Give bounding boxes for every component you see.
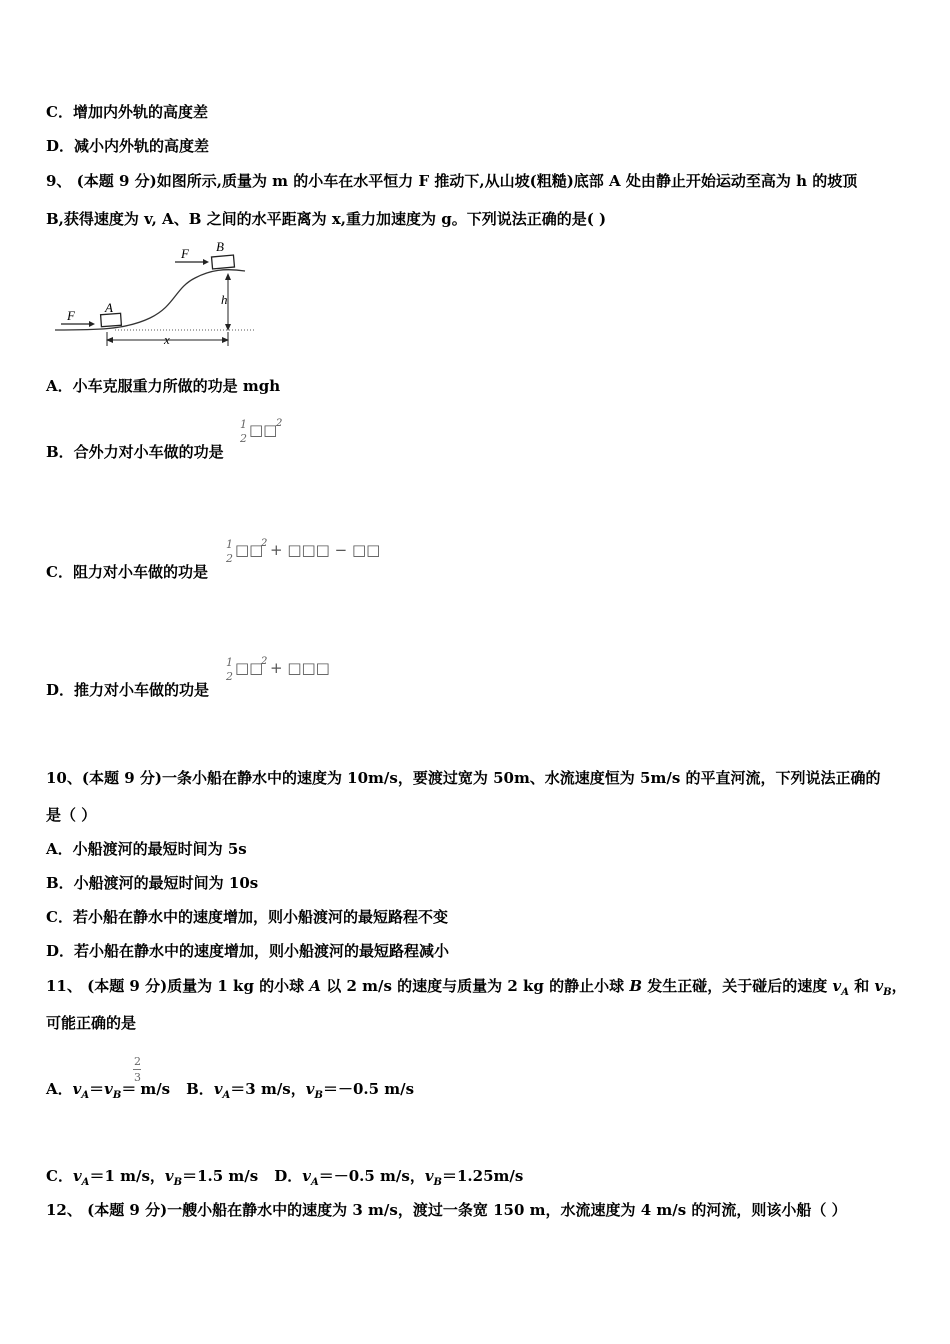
q12-stem-line1: 12、 (本题 9 分)一艘小船在静水中的速度为 3 m/s，渡过一条宽 150 m，水流速度为 4 m/s 的河流，则该小船（ ）	[46, 1201, 847, 1219]
label-a: A	[105, 300, 113, 315]
q9-d-frac-den: 2	[226, 670, 233, 683]
q9-b-frac-num: 1	[240, 418, 247, 431]
label-f-bottom: F	[67, 308, 75, 323]
q9-b-expression: □□	[249, 421, 278, 439]
q11-options-ab: A．$v_A=v_B= m/s$ B．$v_A=3$ m/s，$v_B=-0.5$ m/s	[46, 1080, 415, 1101]
q9-d-square: 2	[261, 656, 268, 667]
q9-c-frac-num: 1	[226, 538, 233, 551]
q9-option-d: D．推力对小车做的功是	[46, 681, 210, 699]
q10-stem-line1: 10、(本题 9 分)一条小船在静水中的速度为 10m/s，要渡过宽为 50m、水流速度恒为 5m/s 的平直河流，下列说法正确的	[46, 769, 881, 787]
q10-option-d: D．若小船在静水中的速度增加，则小船渡河的最短路程减小	[46, 942, 450, 960]
q9-b-frac-den: 2	[240, 432, 247, 445]
label-b: B	[216, 239, 224, 254]
q8-option-d: D．减小内外轨的高度差	[46, 137, 210, 155]
q11-frac-bar	[133, 1069, 141, 1070]
q8-option-c: C．增加内外轨的高度差	[46, 103, 208, 121]
label-h: h	[221, 292, 228, 307]
q9-option-b: B．合外力对小车做的功是	[46, 443, 224, 461]
q11-frac-num: 2	[134, 1055, 141, 1068]
label-x: x	[164, 332, 170, 347]
car-a	[101, 313, 122, 326]
q11-stem-line2: 可能正确的是	[46, 1014, 137, 1032]
q10-stem-line2: 是（ ）	[46, 806, 97, 824]
q10-option-c: C．若小船在静水中的速度增加，则小船渡河的最短路程不变	[46, 908, 448, 926]
q9-option-a: A．小车克服重力所做的功是 mgh	[46, 377, 281, 395]
q9-c-expression: □□	[235, 541, 264, 559]
car-b	[212, 255, 235, 269]
q9-stem-line1: 9、 (本题 9 分)如图所示,质量为 m 的小车在水平恒力 F 推动下,从山坡(粗糙)底部 A 处由静止开始运动至高为 h 的坡顶	[46, 172, 858, 190]
q11-stem-line1: 11、 (本题 9 分)质量为 1 kg 的小球 A 以 2 m/s 的速度与质量为 2 kg 的静止小球 B 发生正碰，关于碰后的速度 $v_A$ 和 $v_B$，	[46, 977, 907, 998]
q9-slope-figure	[55, 238, 265, 350]
q9-c-expression-tail: + □□□ − □□	[270, 541, 381, 559]
q9-d-expression-tail: + □□□	[270, 659, 330, 677]
q9-option-c: C．阻力对小车做的功是	[46, 563, 208, 581]
slope-curve	[55, 270, 245, 330]
q9-d-frac-num: 1	[226, 656, 233, 669]
label-f-top: F	[181, 246, 189, 261]
q10-option-a: A．小船渡河的最短时间为 5s	[46, 840, 247, 858]
q11-options-cd: C．$v_A=1$ m/s，$v_B=1.5$ m/s D．$v_A=-0.5$ m/s，$v_B=1.25m/s$	[46, 1167, 524, 1188]
q9-c-frac-den: 2	[226, 552, 233, 565]
q9-c-square: 2	[261, 538, 268, 549]
q11-frac-den: 3	[134, 1071, 141, 1084]
q9-d-expression: □□	[235, 659, 264, 677]
q9-b-square: 2	[276, 418, 283, 429]
q9-stem-line2: B,获得速度为 v, A、B 之间的水平距离为 x,重力加速度为 g。下列说法正确的是( )	[46, 210, 607, 228]
q10-option-b: B．小船渡河的最短时间为 10s	[46, 874, 259, 892]
